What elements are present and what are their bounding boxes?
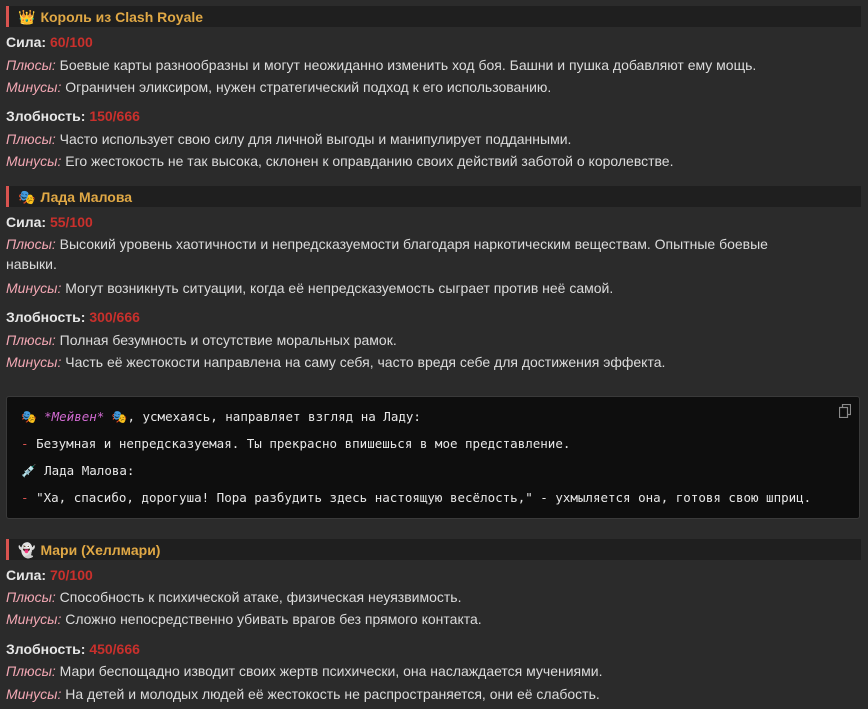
code-line-3 [21,462,134,480]
cons-label: Минусы: [6,354,62,370]
power-label: Сила: [6,34,47,50]
power-line [6,32,858,52]
cons-text: На детей и молодых людей её жестокость не распространяется, они её слабость. [65,686,600,702]
power-pros-line [6,55,858,75]
evil-cons-line [6,684,858,704]
cons-text: Ограничен эликсиром, нужен стратегический подход к его использованию. [65,79,552,95]
pros-label: Плюсы: [6,236,56,252]
speaker-name: *Мейвен* [44,409,105,424]
theater-masks-icon: 🎭 [18,188,36,205]
syringe-icon: 💉 [21,463,37,478]
cons-label: Минусы: [6,79,62,95]
theater-masks-icon: 🎭 [21,409,37,424]
power-pros-line [6,587,858,607]
evil-line [6,106,858,126]
ghost-icon: 👻 [18,541,36,558]
code-text: Безумная и непредсказуемая. Ты прекрасно впишешься в мое представление. [36,436,571,451]
evil-pros-line [6,129,858,149]
power-pros-line [6,234,806,274]
code-line-1 [21,408,421,426]
power-cons-line [6,77,858,97]
cons-text: Сложно непосредственно убивать врагов без прямого контакта. [65,611,482,627]
section-header-king [6,6,861,27]
power-value: 60/100 [49,34,93,50]
evil-cons-line [6,352,858,372]
cons-text: Часть её жестокости направлена на саму себя, часто вредя себе для достижения эффекта. [65,354,666,370]
crown-icon: 👑 [18,8,36,25]
copy-icon[interactable] [839,404,851,418]
evil-value: 150/666 [89,108,140,124]
power-value: 70/100 [49,567,93,583]
cons-text: Его жестокость не так высока, склонен к оправданию своих действий заботой о королевстве. [65,153,674,169]
power-label: Сила: [6,567,47,583]
code-text: Лада Малова: [44,463,135,478]
pros-text: Способность к психической атаке, физическая неуязвимость. [59,589,462,605]
cons-label: Минусы: [6,686,62,702]
section-header-lada [6,186,861,207]
power-value: 55/100 [49,214,93,230]
code-text: "Ха, спасибо, дорогуша! Пора разбудить здесь настоящую весёлость," - ухмыляется она, готовя свою шприц. [36,490,812,505]
pros-text: Боевые карты разнообразны и могут неожиданно изменить ход боя. Башни и пушка добавляют ему мощь. [59,57,757,73]
pros-label: Плюсы: [6,663,56,679]
evil-label: Злобность: [6,108,86,124]
evil-value: 300/666 [89,309,140,325]
power-label: Сила: [6,214,47,230]
evil-pros-line [6,330,858,350]
pros-label: Плюсы: [6,57,56,73]
pros-text: Полная безумность и отсутствие моральных рамок. [59,332,397,348]
code-line-2 [21,435,570,453]
evil-label: Злобность: [6,641,86,657]
code-text: , усмехаясь, направляет взгляд на Ладу: [127,409,421,424]
code-line-4 [21,489,811,507]
section-header-mari [6,539,861,560]
cons-label: Минусы: [6,280,62,296]
pros-text: Часто использует свою силу для личной выгоды и манипулирует подданными. [59,131,572,147]
code-block [6,396,860,519]
pros-label: Плюсы: [6,131,56,147]
section-title: Король из Clash Royale [40,8,204,25]
pros-label: Плюсы: [6,332,56,348]
evil-pros-line [6,661,858,681]
evil-line [6,639,858,659]
power-cons-line [6,278,858,298]
cons-label: Минусы: [6,153,62,169]
evil-cons-line [6,151,858,171]
power-line [6,565,858,585]
dash: - [21,436,29,451]
cons-text: Могут возникнуть ситуации, когда её непредсказуемость сыграет против неё самой. [65,280,614,296]
pros-label: Плюсы: [6,589,56,605]
pros-text: Мари беспощадно изводит своих жертв психически, она наслаждается мучениями. [59,663,603,679]
theater-masks-icon: 🎭 [111,409,128,424]
section-title: Мари (Хеллмари) [40,541,161,558]
dash: - [21,490,29,505]
pros-text: Высокий уровень хаотичности и непредсказуемости благодаря наркотическим веществам. Опытные боевые навыки. [6,236,768,272]
power-line [6,212,858,232]
power-cons-line [6,609,858,629]
evil-label: Злобность: [6,309,86,325]
evil-value: 450/666 [89,641,140,657]
section-title: Лада Малова [40,188,133,205]
cons-label: Минусы: [6,611,62,627]
evil-line [6,307,858,327]
